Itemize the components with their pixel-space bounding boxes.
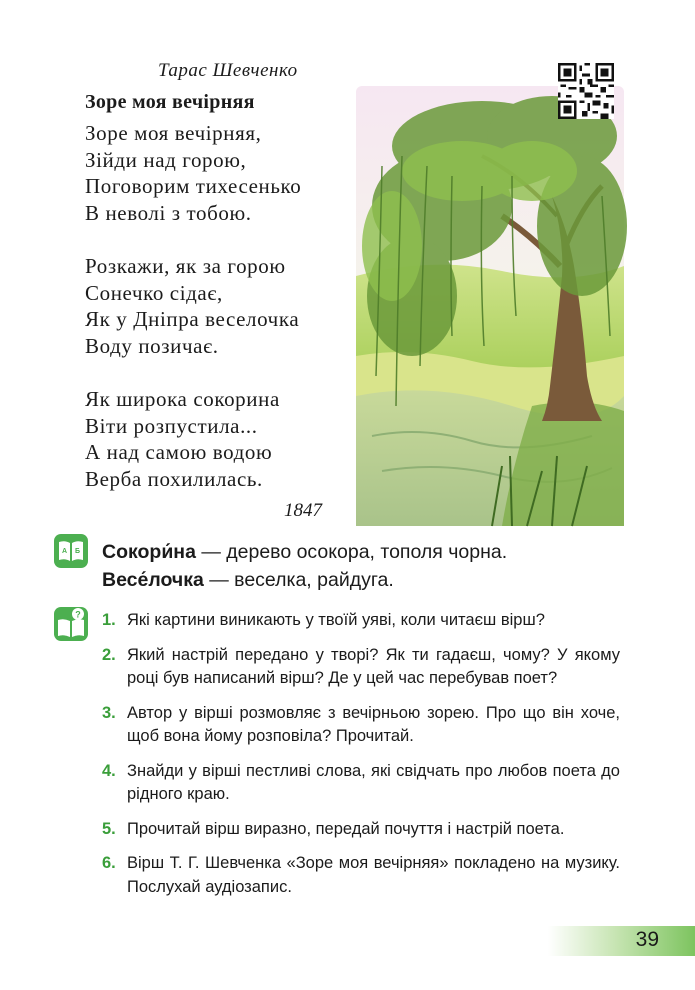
glossary [102,538,507,594]
svg-text:?: ? [75,609,81,620]
question-number: 1. [102,611,116,629]
questions-list [102,609,620,910]
question-text: Які картини виникають у твоїй уяві, коли читаєш вірш? [127,611,545,629]
poem-text [85,120,301,519]
glossary-definition: — дерево осокора, тополя чорна. [195,541,508,563]
page-number-bar [548,926,695,956]
poem-line: А над самою водою [85,440,273,464]
stanza-3 [85,386,301,492]
poem-line: В неволі з тобою. [85,200,252,225]
glossary-definition: — веселка, райдуга. [203,569,394,591]
question-text: Вірш Т. Г. Шевченка «Зоре моя вечірняя» покладено на музику. Послухай аудіозапис. [127,854,620,896]
question-number: 2. [102,645,116,664]
question-text: Автор у вірші розмовляє з вечірньою зорею. Про що він хоче, щоб вона йому розповіла? Прочитай. [127,703,620,745]
question-number: 4. [102,761,116,780]
page-number: 39 [635,928,659,951]
question-item [102,609,620,633]
poem-line: Зоре моя вечірняя, [85,121,262,145]
glossary-entry-2 [102,566,507,594]
poem-year: 1847 [284,500,322,521]
dictionary-icon [53,533,89,569]
question-number: 6. [102,854,116,872]
qr-code-icon[interactable] [558,63,614,119]
question-number: 5. [102,819,116,838]
poem-line: Верба похилилась. [85,466,263,491]
poem-line: Як широка сокорина [85,387,280,411]
poem-author: Тарас Шевченко [158,60,298,81]
poem-line: Зійди над горою, [85,147,247,172]
question-text: Знайди у вірші пестливі слова, які свідчать про любов поета до рідного краю. [127,761,620,803]
question-item [102,702,620,749]
question-text: Який настрій передано у творі? Як ти гадаєш, чому? У якому році був написаний вірш? Де у цей час перебував поет? [127,645,620,687]
stanza-2 [85,253,301,359]
question-item [102,644,620,691]
glossary-term: Сокори́на [102,541,196,563]
poem-line: Віти розпустила... [85,413,258,438]
svg-text:Б: Б [74,548,81,555]
question-item [102,852,620,899]
question-number: 3. [102,703,116,722]
poem-line: Розкажи, як за горою [85,254,286,278]
glossary-entry-1 [102,538,507,566]
poem-title: Зоре моя вечірняя [85,91,255,113]
question-item [102,760,620,807]
glossary-term: Весе́лочка [102,569,204,591]
poem-line: Воду позичає. [85,333,219,358]
willow-tree-illustration [352,76,628,532]
poem-line: Сонечко сідає, [85,280,223,305]
poem-line: Поговорим тихесенько [85,174,302,198]
stanza-1 [85,120,301,226]
poem-line: Як у Дніпра веселочка [85,307,300,331]
question-text: Прочитай вірш виразно, передай почуття і настрій поета. [127,819,565,838]
question-item [102,818,620,842]
svg-text:А: А [61,548,68,555]
book-question-icon [53,606,89,642]
